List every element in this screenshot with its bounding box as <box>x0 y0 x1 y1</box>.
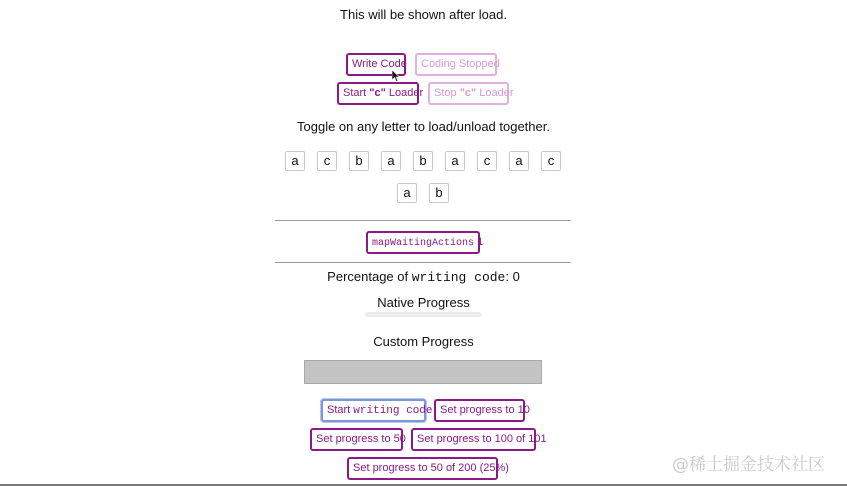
percentage-value: : 0 <box>505 269 520 284</box>
stop-loader-suffix: Loader <box>476 87 514 99</box>
write-code-button[interactable]: Write Code <box>346 53 406 76</box>
divider <box>275 220 571 221</box>
letter-toggle[interactable]: a <box>381 151 401 171</box>
stop-loader-quote: "c" <box>459 87 477 99</box>
watermark: @稀土掘金技术社区 <box>672 455 825 475</box>
letter-toggle[interactable]: c <box>477 151 497 171</box>
letter-toggle[interactable]: a <box>445 151 465 171</box>
letter-toggle[interactable]: a <box>285 151 305 171</box>
letter-toggle[interactable]: c <box>317 151 337 171</box>
start-c-loader-button[interactable] <box>337 82 424 105</box>
letter-toggle[interactable]: b <box>429 183 449 203</box>
custom-progress-label: Custom Progress <box>373 334 474 349</box>
loaded-message: This will be shown after load. <box>340 7 507 22</box>
start-writing-code: writing code <box>353 405 433 417</box>
start-loader-suffix: Loader <box>385 87 424 99</box>
native-progress-label: Native Progress <box>377 295 470 310</box>
map-waiting-actions-label: mapWaitingActions <box>372 238 475 249</box>
start-loader-prefix: Start <box>343 87 370 99</box>
letter-toggle[interactable]: c <box>541 151 561 171</box>
stop-c-loader-button[interactable] <box>428 82 514 105</box>
map-waiting-actions-button[interactable] <box>366 231 484 254</box>
set-progress-50-button[interactable]: Set progress to 50 <box>310 428 403 451</box>
percentage-text <box>0 269 847 285</box>
letter-toggle[interactable]: a <box>509 151 529 171</box>
letter-toggle[interactable]: b <box>349 151 369 171</box>
divider <box>275 262 571 263</box>
toggle-instruction: Toggle on any letter to load/unload together. <box>297 119 550 134</box>
stop-loader-prefix: Stop <box>434 87 460 99</box>
set-progress-50-of-200-button[interactable]: Set progress to 50 of 200 (25%) <box>347 457 498 480</box>
letter-toggle[interactable]: a <box>397 183 417 203</box>
letter-toggle[interactable]: b <box>413 151 433 171</box>
percentage-code: writing code <box>411 270 506 285</box>
set-progress-10-button[interactable]: Set progress to 10 <box>434 399 525 422</box>
coding-stopped-button[interactable]: Coding Stopped <box>415 53 497 76</box>
map-waiting-actions-count: 1 <box>477 236 484 248</box>
mouse-cursor-icon <box>392 70 400 82</box>
start-writing-prefix: Start <box>327 404 354 416</box>
percentage-prefix: Percentage of <box>327 269 412 284</box>
start-loader-quote: "c" <box>369 87 386 99</box>
set-progress-100-of-101-button[interactable]: Set progress to 100 of 101 <box>411 428 536 451</box>
start-writing-code-button[interactable] <box>321 399 433 422</box>
native-progress-bar <box>365 312 482 317</box>
custom-progress-bar <box>304 360 542 384</box>
